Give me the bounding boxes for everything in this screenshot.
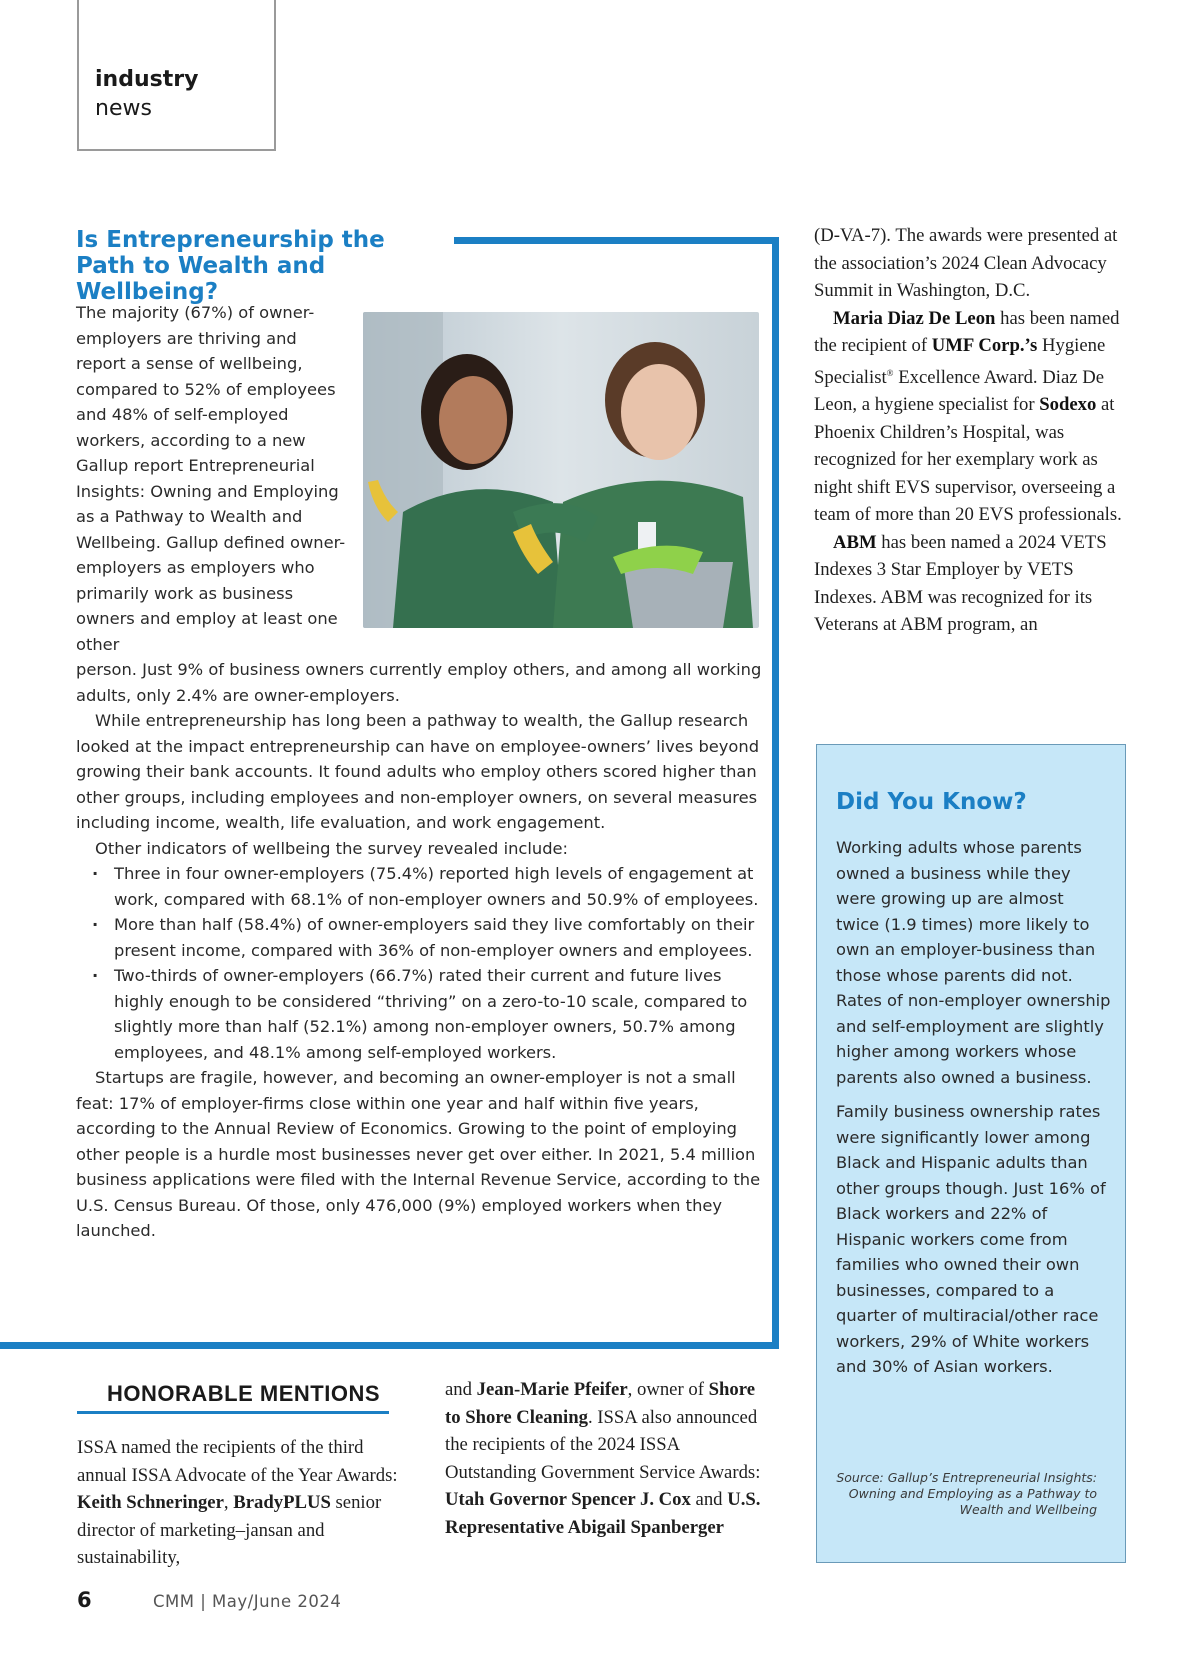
publication-footer: CMM | May/June 2024 — [153, 1592, 342, 1611]
frame-rule-top — [454, 237, 779, 244]
brief-text: has been named a 2024 VETS Indexes 3 Star Employer by VETS Indexes. ABM was recognized for its Veterans at ABM program, an — [814, 531, 1107, 636]
article-intro-narrow: The majority (67%) of owner-employers are thriving and report a sense of wellbeing, compared to 52% of employees and 48% of self-employed workers, according to a new Gallup report Entrepreneurial Insights: Owning and Employing as a Pathway to Wealth and Wellbeing. Gallup defined owner-employers as employers who primarily work as business owners and employ at least one other — [76, 303, 346, 654]
article-paragraph-3: Other indicators of wellbeing the survey revealed include: — [95, 838, 569, 858]
article-body — [76, 657, 766, 1244]
company-name: Shore to Shore Cleaning — [445, 1379, 755, 1428]
list-item: · Three in four owner-employers (75.4%) reported high levels of engagement at work, compared with 68.1% of non-employer owners and 50.9% of employees. — [76, 861, 766, 912]
brief-continued: (D-VA-7). The awards were presented at the association’s 2024 Clean Advocacy Summit in Washington, D.C. — [814, 225, 1118, 301]
sidebar-body — [836, 835, 1111, 1389]
section-label-news: news — [95, 96, 152, 121]
section-label-industry: industry — [95, 67, 199, 92]
brief-text: has been named the recipient of — [814, 307, 1120, 356]
registered-mark: ® — [886, 367, 894, 378]
honorable-mentions-column-1 — [77, 1434, 407, 1572]
mention-text: . ISSA also announced the recipients of the 2024 ISSA Outstanding Government Service Awards: — [445, 1406, 761, 1483]
mention-text: and — [690, 1489, 728, 1510]
person-name: Utah Governor Spencer J. Cox — [445, 1489, 691, 1510]
mention-text: , — [223, 1492, 234, 1513]
list-item: · Two-thirds of owner-employers (66.7%) rated their current and future lives highly enough to be considered “thriving” on a zero-to-10 scale, compared to slightly more than half (52.1%) among non-employer owners, 50.7% among employees, and 48.1% among self-employed workers. — [76, 963, 766, 1065]
company-name: ABM — [833, 531, 877, 553]
article-paragraph-4: Startups are fragile, however, and becoming an owner-employer is not a small feat: 17% of employer-firms close within one year and half within five years, according to the Annual Review of Economics. Growing to the point of employing other people is a hurdle most businesses never get over either. In 2021, 5.4 million business applications were filed with the Internal Revenue Service, according to the U.S. Census Bureau. Of those, only 476,000 (9%) employed workers when they launched. — [76, 1068, 761, 1240]
photo-two-smiling-workers — [363, 312, 759, 628]
mention-text: , owner of — [627, 1379, 709, 1400]
brief-diaz-de-leon — [814, 305, 1129, 529]
frame-rule-bottom — [0, 1342, 779, 1349]
brief-text: at Phoenix Children’s Hospital, was recognized for her exemplary work as night shift EVS supervisor, overseeing a team of more than 20 EVS professionals. — [814, 394, 1122, 526]
article-paragraph-2: While entrepreneurship has long been a pathway to wealth, the Gallup research looked at the impact entrepreneurship can have on employee-owners’ lives beyond growing their bank accounts. It found adults who employ others scored higher than other groups, including employees and non-employer owners, on several measures including income, wealth, life evaluation, and work engagement. — [76, 711, 760, 832]
person-name: Jean-Marie Pfeifer — [476, 1379, 628, 1400]
honorable-mentions-title: HONORABLE MENTIONS — [107, 1381, 380, 1406]
honorable-mentions-rule — [77, 1411, 389, 1414]
section-tab — [77, 0, 276, 151]
mention-text: and — [445, 1379, 477, 1400]
mention-text: ISSA named the recipients of the third annual ISSA Advocate of the Year Awards: — [77, 1437, 398, 1486]
article-bullet-list — [76, 861, 766, 1065]
list-item: · More than half (58.4%) of owner-employers said they live comfortably on their present income, compared with 36% of non-employer owners and employees. — [76, 912, 766, 963]
brief-abm — [814, 529, 1129, 639]
company-name: BradyPLUS — [233, 1492, 331, 1513]
sidebar-title: Did You Know? — [836, 789, 1027, 815]
person-name: Maria Diaz De Leon — [833, 307, 996, 329]
brief-text: Hygiene Specialist — [814, 335, 1106, 388]
sidebar-paragraph-1: Working adults whose parents owned a business while they were growing up are almost twice (1.9 times) more likely to own an employer-business than those whose parents did not. Rates of non-employer ownership and self-employment are slightly higher among workers whose parents also owned a business. — [836, 838, 1111, 1087]
honorable-mentions-column-2 — [445, 1376, 775, 1541]
person-name: U.S. Representative Abigail Spanberger — [445, 1489, 761, 1538]
article-photo — [363, 312, 759, 628]
sidebar-paragraph-2: Family business ownership rates were significantly lower among Black and Hispanic adults than other groups though. Just 16% of Black workers and 22% of Hispanic workers come from families who owned their own businesses, compared to a quarter of multiracial/other race workers, 29% of White workers and 30% of Asian workers. — [836, 1102, 1106, 1376]
article-intro-continued: person. Just 9% of business owners currently employ others, and among all working adults, only 2.4% are owner-employers. — [76, 660, 762, 705]
news-briefs-column — [814, 222, 1129, 639]
sidebar-source-credit: Source: Gallup’s Entrepreneurial Insights: Owning and Employing as a Pathway to Wealth and Wellbeing — [836, 1470, 1097, 1517]
page-number: 6 — [77, 1588, 92, 1612]
company-name: Sodexo — [1039, 394, 1097, 416]
did-you-know-sidebar — [816, 744, 1126, 1563]
frame-rule-right — [772, 237, 779, 1349]
article-headline: Is Entrepreneurship the Path to Wealth and Wellbeing? — [76, 227, 385, 305]
person-name: Keith Schneringer — [77, 1492, 224, 1513]
company-name: UMF Corp.’s — [931, 335, 1038, 356]
mention-text: senior director of marketing–jansan and sustainability, — [77, 1492, 382, 1568]
brief-text: Excellence Award. Diaz De Leon, a hygiene specialist for — [814, 366, 1105, 416]
